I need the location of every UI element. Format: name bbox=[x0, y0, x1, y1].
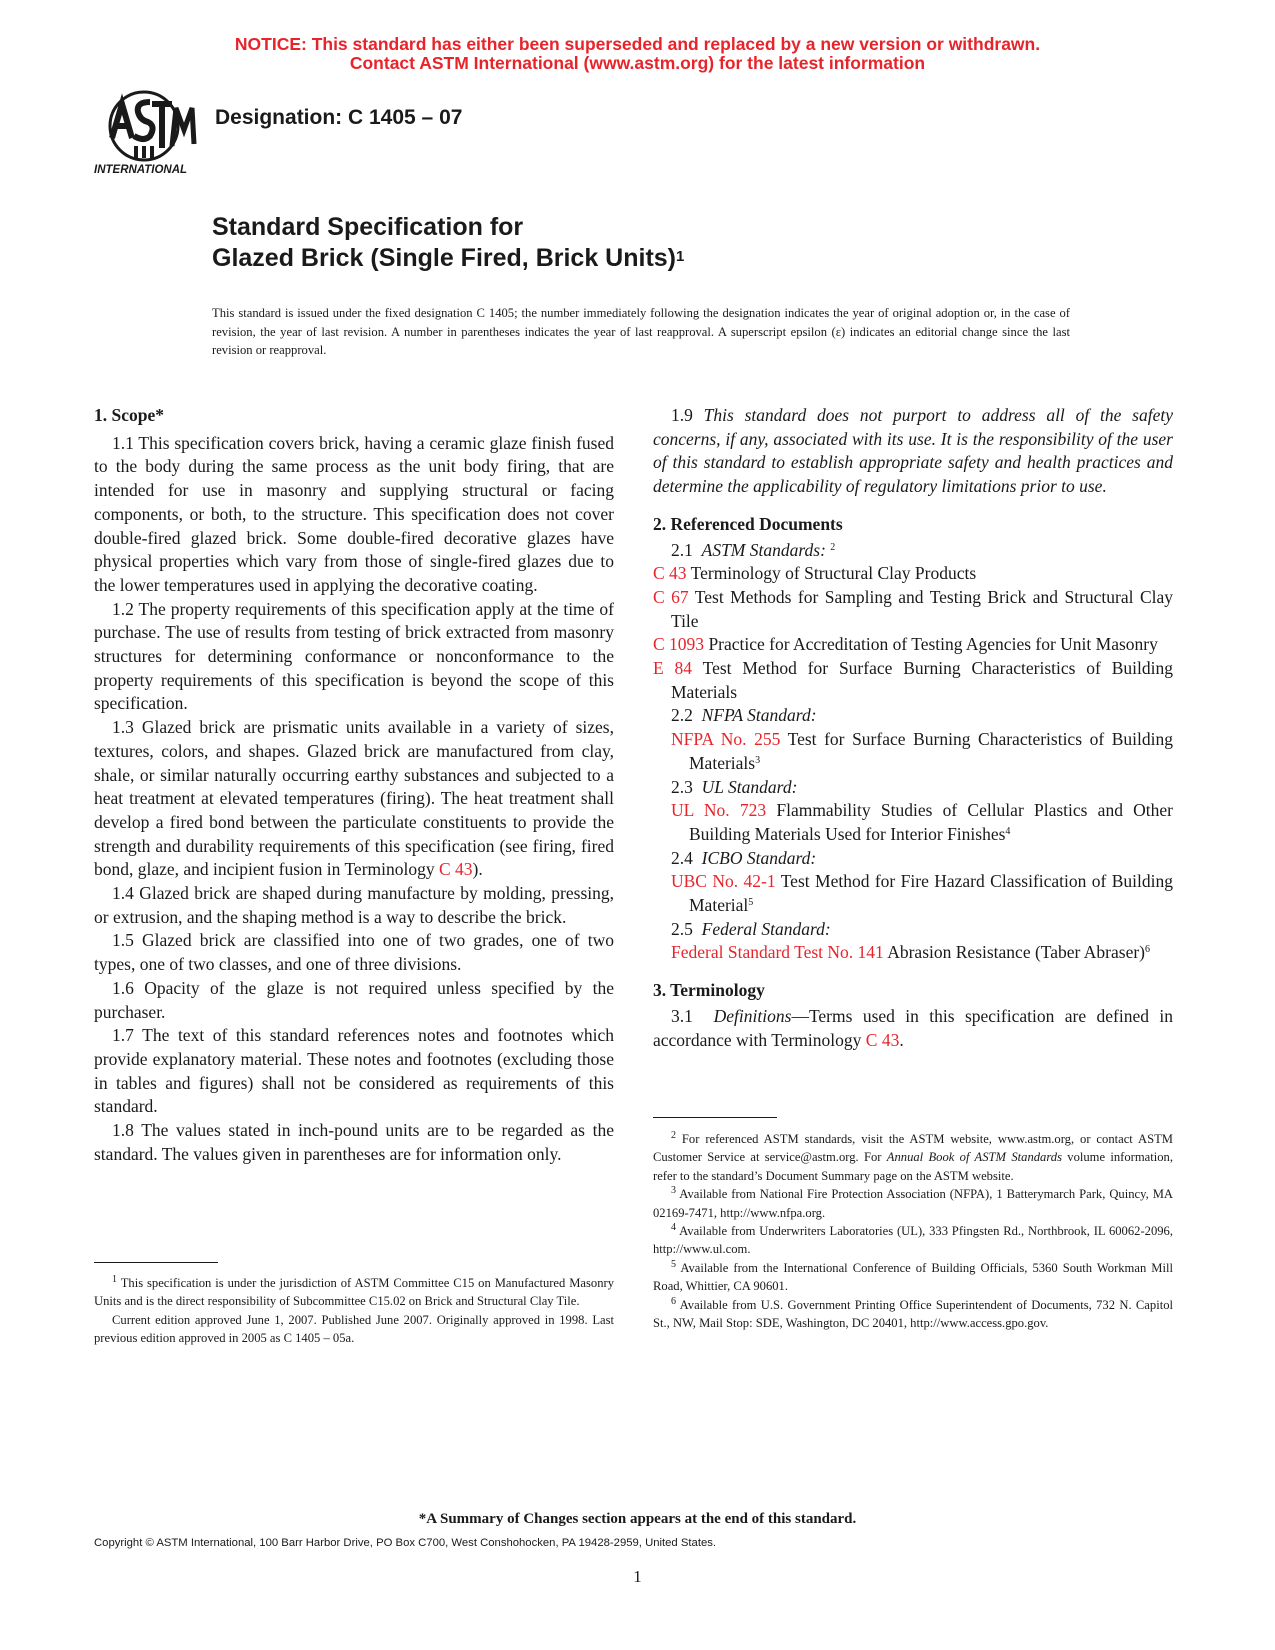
summary-note: *A Summary of Changes section appears at the end of this standard. bbox=[418, 1511, 857, 1527]
section-2-5-num: 2.5 bbox=[671, 918, 693, 939]
ref-astm-text: Test Method for Surface Burning Characteristics of Building Materials bbox=[671, 658, 1173, 702]
footnote-mark-4: 4 bbox=[1005, 825, 1011, 837]
footnote-mark-6: 6 bbox=[1145, 944, 1150, 956]
ref-ubc-text: Test Method for Fire Hazard Classification of Building Material bbox=[689, 871, 1174, 916]
title-footnote-mark: 1 bbox=[676, 248, 685, 265]
footnote-mark-2: 2 bbox=[830, 541, 836, 553]
ref-link-nfpa-255[interactable]: NFPA No. 255 bbox=[671, 729, 781, 750]
footnote-6 bbox=[653, 1296, 1173, 1333]
refdocs-heading: 2. Referenced Documents bbox=[653, 513, 843, 534]
ref-item-ul bbox=[671, 799, 1173, 846]
ref-link-federal-141[interactable]: Federal Standard Test No. 141 bbox=[671, 942, 884, 963]
terminology-heading: 3. Terminology bbox=[653, 980, 765, 1001]
ref-link-astm[interactable]: C 43 bbox=[653, 563, 687, 584]
footnote-1-edition: Current edition approved June 1, 2007. Published June 2007. Originally approved in 1998. Last previous edition approved in 2005 as C 1405 – 05a. bbox=[94, 1312, 614, 1346]
ref-link-ubc-42-1[interactable]: UBC No. 42-1 bbox=[671, 871, 776, 892]
footnote-1-text: This specification is under the jurisdiction of ASTM Committee C15 on Manufactured Masonry Units and is the direct responsibility of Subcommittee C15.02 on Brick and Structural Clay Tile. bbox=[94, 1276, 615, 1309]
footnotes-left bbox=[94, 1274, 614, 1348]
footnote-4-mark: 4 bbox=[671, 1222, 676, 1234]
section-1-1: 1.1 This specification covers brick, having a ceramic glaze finish fused to the body during the same process as the unit body firing, that are intended for use in masonry and supplying structural or facing components, or both, to the structure. This specification does not cover double-fired glazed brick. Some double-fired decorative glazes have physical properties which vary from those of single-fired glazes due to the lower temperatures used in applying the decorative coating. bbox=[94, 432, 614, 595]
notice-line-1: NOTICE: This standard has either been superseded and replaced by a new version or withdrawn. bbox=[234, 34, 1041, 54]
title-line-2 bbox=[212, 243, 684, 274]
section-1-5: 1.5 Glazed brick are classified into one of two grades, one of two types, one of two classes, and one of three divisions. bbox=[94, 930, 614, 975]
section-1-3-text: 1.3 Glazed brick are prismatic units available in a variety of sizes, textures, colors, and shapes. Glazed brick are manufactured from clay, shale, or similar naturally occurring earthy substances and subjected to a heat treatment at elevated temperatures (firing). The heat treatment shall develop a fired bond between the particulate constituents to provide the strength and durability requirements of this specification (see firing, fired bond, glaze, and incipient fusion in Terminology bbox=[94, 717, 614, 880]
astm-reference-list bbox=[653, 562, 1173, 704]
footnote-6-text: Available from U.S. Government Printing Office Superintendent of Documents, 732 N. Capitol St., NW, Mail Stop: SDE, Washington, DC 20401, http://www.access.gpo.gov. bbox=[653, 1297, 1173, 1331]
left-column bbox=[94, 404, 614, 1167]
footnote-rule-right bbox=[653, 1117, 777, 1118]
right-column bbox=[653, 404, 1173, 1052]
footnote-4 bbox=[653, 1222, 1173, 1259]
section-1-2: 1.2 The property requirements of this specification apply at the time of purchase. The use of results from testing of brick extracted from masonry structures for determining conformance or nonconformance to the property requirements of this specification is beyond the scope of this specification. bbox=[94, 598, 614, 714]
section-2-4 bbox=[653, 847, 1173, 871]
section-3-1-num: 3.1 bbox=[671, 1005, 693, 1026]
footnote-2-text-b: volume information, refer to the standard’s Document Summary page on the ASTM website. bbox=[653, 1150, 1173, 1183]
section-3-1-text: —Terms used in this specification are defined in accordance with Terminology bbox=[653, 1005, 1173, 1050]
section-1-7: 1.7 The text of this standard references notes and footnotes which provide explanatory material. These notes and footnotes (excluding those in tables and figures) shall not be considered as requirements of this standard. bbox=[94, 1025, 614, 1117]
footnote-3-mark: 3 bbox=[671, 1185, 676, 1197]
ref-item-federal bbox=[671, 941, 1173, 965]
footnote-mark-3: 3 bbox=[755, 754, 761, 766]
ref-link-c43-terminology[interactable]: C 43 bbox=[865, 1029, 900, 1050]
footnote-3-text: Available from National Fire Protection Association (NFPA), 1 Batterymarch Park, Quincy, MA 02169-7471, http://www.nfpa.org. bbox=[653, 1187, 1173, 1220]
section-2-1 bbox=[653, 539, 1173, 563]
section-1-3 bbox=[94, 716, 614, 882]
title-line-2-text: Glazed Brick (Single Fired, Brick Units) bbox=[212, 244, 677, 272]
section-2-4-num: 2.4 bbox=[671, 847, 693, 868]
section-2-3-num: 2.3 bbox=[671, 776, 693, 797]
ref-item-nfpa bbox=[671, 728, 1173, 775]
issued-note: This standard is issued under the fixed designation C 1405; the number immediately following the designation indicates the year of original adoption or, in the case of revision, the year of last revision. A number in parentheses indicates the year of last reapproval. A superscript epsilon (ε) indicates an editorial change since the last revision or reapproval. bbox=[212, 306, 1070, 357]
footnote-2-mark: 2 bbox=[671, 1130, 676, 1141]
footnote-4-text: Available from Underwriters Laboratories (UL), 333 Pfingsten Rd., Northbrook, IL 60062-2096, http://www.ul.com. bbox=[653, 1224, 1173, 1257]
footnote-6-mark: 6 bbox=[671, 1295, 676, 1307]
notice-line-2: Contact ASTM International (www.astm.org) for the latest information bbox=[349, 53, 926, 73]
section-1-3-end: ). bbox=[472, 859, 483, 880]
section-3-1-end: . bbox=[899, 1029, 904, 1050]
section-1-6: 1.6 Opacity of the glaze is not required unless specified by the purchaser. bbox=[94, 977, 614, 1022]
section-2-2-num: 2.2 bbox=[671, 705, 693, 726]
ref-item-astm bbox=[653, 633, 1173, 657]
footnote-5-text: Available from the International Conference of Building Officials, 5360 South Workman Mill Road, Whittier, CA 90601. bbox=[653, 1260, 1173, 1294]
section-2-2-label: NFPA Standard: bbox=[701, 705, 817, 726]
section-2-4-label: ICBO Standard: bbox=[701, 847, 817, 868]
document-title bbox=[212, 212, 684, 274]
section-2-3 bbox=[653, 776, 1173, 800]
footnote-5 bbox=[653, 1259, 1173, 1296]
footnote-5-mark: 5 bbox=[671, 1258, 676, 1270]
section-2-2 bbox=[653, 704, 1173, 728]
section-3-1 bbox=[653, 1005, 1173, 1052]
ref-link-c43[interactable]: C 43 bbox=[438, 859, 473, 880]
section-2-5-label: Federal Standard: bbox=[701, 918, 831, 939]
ref-item-astm bbox=[653, 586, 1173, 633]
footnote-3 bbox=[653, 1185, 1173, 1222]
copyright: Copyright © ASTM International, 100 Barr Harbor Drive, PO Box C700, West Conshohocken, PA 19428-2959, United States. bbox=[94, 1537, 717, 1549]
ref-item-astm bbox=[653, 562, 1173, 586]
ref-nfpa-text: Test for Surface Burning Characteristics of Building Materials bbox=[689, 729, 1174, 773]
footnote-mark-5: 5 bbox=[748, 897, 754, 909]
section-2-1-label: ASTM Standards: bbox=[701, 539, 826, 560]
ref-item-astm bbox=[653, 657, 1173, 704]
section-2-5 bbox=[653, 918, 1173, 942]
footnote-2 bbox=[653, 1130, 1173, 1185]
section-1-9 bbox=[653, 404, 1173, 499]
page-number: 1 bbox=[633, 1567, 642, 1586]
ref-item-ubc bbox=[671, 870, 1173, 917]
ref-link-astm[interactable]: E 84 bbox=[653, 658, 693, 679]
ref-link-astm[interactable]: C 67 bbox=[653, 586, 689, 607]
footnote-2-text-a: For referenced ASTM standards, visit the ASTM website, www.astm.org, or contact ASTM Customer Service at service@astm.org. For bbox=[653, 1132, 1173, 1165]
section-1-8: 1.8 The values stated in inch-pound units are to be regarded as the standard. The values given in parentheses are for information only. bbox=[94, 1120, 614, 1164]
footnote-2-italic: Annual Book of ASTM Standards bbox=[886, 1150, 1062, 1165]
footnotes-right bbox=[653, 1130, 1173, 1332]
footnote-1 bbox=[94, 1274, 614, 1311]
section-3-1-label: Definitions bbox=[713, 1005, 792, 1026]
ref-link-ul-723[interactable]: UL No. 723 bbox=[671, 800, 767, 821]
ref-astm-text: Test Methods for Sampling and Testing Brick and Structural Clay Tile bbox=[671, 586, 1174, 631]
ref-link-astm[interactable]: C 1093 bbox=[653, 634, 705, 655]
logo-label: INTERNATIONAL bbox=[94, 164, 188, 176]
section-1-9-text: This standard does not purport to address all of the safety concerns, if any, associated with its use. It is the responsibility of the user of this standard to establish appropriate safety and health practices and determine the applicability of regulatory limitations prior to use. bbox=[653, 405, 1173, 497]
ref-astm-text: Terminology of Structural Clay Products bbox=[690, 563, 977, 584]
section-1-4: 1.4 Glazed brick are shaped during manufacture by molding, pressing, or extrusion, and the shaping method is a way to describe the brick. bbox=[94, 883, 614, 927]
ref-astm-text: Practice for Accreditation of Testing Agencies for Unit Masonry bbox=[708, 634, 1158, 655]
section-1-9-num: 1.9 bbox=[671, 405, 693, 425]
footnote-1-mark: 1 bbox=[112, 1274, 117, 1285]
designation: Designation: C 1405 – 07 bbox=[215, 106, 463, 129]
ref-ul-text: Flammability Studies of Cellular Plastics and Other Building Materials Used for Interior Finishes bbox=[689, 800, 1173, 844]
title-line-1: Standard Specification for bbox=[212, 213, 524, 241]
footnote-rule-left bbox=[94, 1262, 218, 1263]
section-2-3-label: UL Standard: bbox=[701, 776, 798, 797]
ref-federal-text: Abrasion Resistance (Taber Abraser) bbox=[887, 942, 1145, 963]
section-2-1-num: 2.1 bbox=[671, 539, 693, 560]
scope-heading: 1. Scope* bbox=[94, 405, 164, 425]
